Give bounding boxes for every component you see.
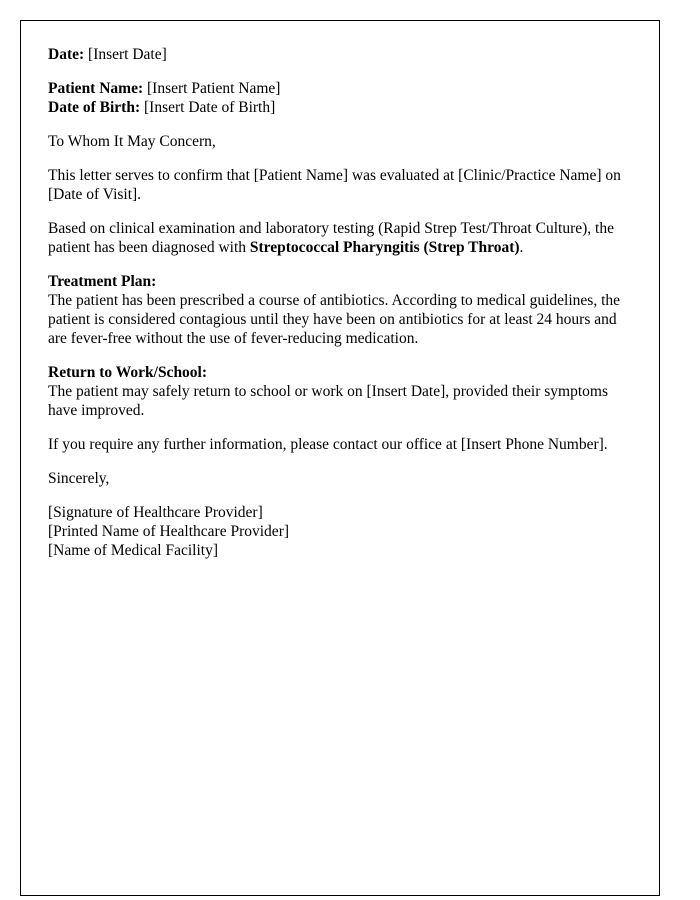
signature-block	[48, 503, 632, 560]
confirmation-paragraph: This letter serves to confirm that [Patient Name] was evaluated at [Clinic/Practice Name] on [Date of Visit].	[48, 167, 621, 203]
diagnosis-paragraph	[48, 219, 632, 257]
dob-label: Date of Birth:	[48, 99, 141, 116]
return-body: The patient may safely return to school or work on [Insert Date], provided their symptoms have improved.	[48, 383, 609, 419]
patient-name-value: [Insert Patient Name]	[147, 80, 281, 97]
patient-name-label: Patient Name:	[48, 80, 144, 97]
dob-value: [Insert Date of Birth]	[144, 99, 276, 116]
diagnosis-end: .	[519, 239, 524, 256]
diagnosis-lead: Based on clinical examination and laboratory testing (Rapid Strep Test/Throat Culture), the patient has been diagnosed with	[48, 220, 614, 256]
diagnosis-bold: Streptococcal Pharyngitis (Strep Throat)	[249, 239, 520, 256]
signature-line1: [Signature of Healthcare Provider]	[48, 504, 263, 521]
letter-frame	[20, 20, 660, 896]
contact-paragraph: If you require any further information, please contact our office at [Insert Phone Number].	[48, 436, 608, 453]
date-line	[48, 45, 632, 64]
date-label: Date:	[48, 46, 85, 63]
salutation: To Whom It May Concern,	[48, 133, 216, 150]
treatment-body: The patient has been prescribed a course of antibiotics. According to medical guidelines, the patient is considered contagious until they have been on antibiotics for at least 24 hours and are fever-free without the use of fever-reducing medication.	[48, 292, 621, 347]
closing: Sincerely,	[48, 470, 110, 487]
return-heading: Return to Work/School:	[48, 364, 208, 381]
patient-info-block	[48, 79, 632, 117]
treatment-heading: Treatment Plan:	[48, 273, 157, 290]
signature-line2: [Printed Name of Healthcare Provider]	[48, 523, 290, 540]
date-value: [Insert Date]	[88, 46, 167, 63]
signature-line3: [Name of Medical Facility]	[48, 542, 219, 559]
return-section	[48, 363, 632, 420]
treatment-plan-section	[48, 272, 632, 348]
